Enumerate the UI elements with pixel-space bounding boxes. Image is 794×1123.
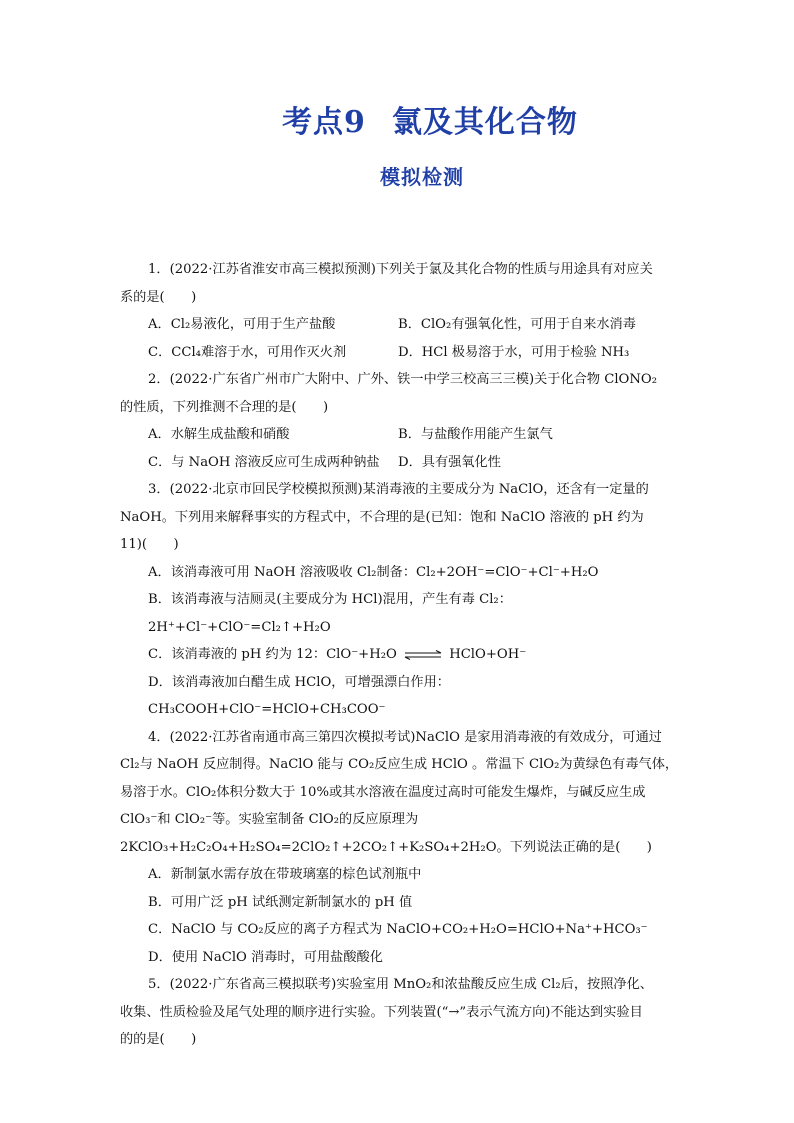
- question-stem-cont: 11)( ): [120, 537, 179, 552]
- question-1: [120, 256, 680, 366]
- option-c: C．CCl₄难溶于水，可用作灭火剂: [148, 344, 347, 360]
- question-2: [120, 366, 680, 476]
- question-stem: 3．(2022·北京市回民学校模拟预测)某消毒液的主要成分为 NaClO，还含有一定量的: [148, 482, 649, 497]
- option-c: [120, 641, 680, 669]
- question-stem-cont: 系的是( ): [120, 289, 197, 305]
- question-5: [120, 971, 680, 1054]
- option-d: D．HCl 极易溶于水，可用于检验 NH₃: [398, 344, 630, 360]
- option-c: C．NaClO 与 CO₂反应的离子方程式为 NaClO+CO₂+H₂O=HClO+Na⁺+HCO₃⁻: [148, 922, 648, 937]
- option-a: A．新制氯水需存放在带玻璃塞的棕色试剂瓶中: [148, 867, 422, 882]
- question-stem-equation: 2KClO₃+H₂C₂O₄+H₂SO₄=2ClO₂↑+2CO₂↑+K₂SO₄+2H₂O。下列说法正确的是( ): [120, 839, 652, 855]
- option-a: A．该消毒液可用 NaOH 溶液吸收 Cl₂制备：Cl₂+2OH⁻=ClO⁻+Cl⁻+H₂O: [148, 564, 599, 580]
- option-a: A．水解生成盐酸和硝酸: [148, 427, 290, 442]
- equilibrium-arrow-icon: [403, 650, 443, 660]
- option-d: D．具有强氧化性: [398, 454, 501, 470]
- question-stem-cont: 收集、性质检验及尾气处理的顺序进行实验。下列装置(“→”表示气流方向)不能达到实验目: [120, 1004, 643, 1020]
- page-subtitle: 模拟检测: [380, 165, 464, 189]
- question-stem-cont: ClO₃⁻和 ClO₂⁻等。实验室制备 ClO₂的反应原理为: [120, 812, 419, 827]
- question-stem-cont: NaOH。下列用来解释事实的方程式中，不合理的是(已知：饱和 NaClO 溶液的 pH 约为: [120, 509, 644, 525]
- page-title: [0, 97, 794, 141]
- question-stem-cont: 易溶于水。ClO₂体积分数大于 10%或其水溶液在温度过高时可能发生爆炸，与碱反应生成: [120, 784, 646, 800]
- question-stem-cont: 的的是( ): [120, 1032, 197, 1047]
- option-c-left: C．该消毒液的 pH 约为 12：ClO⁻+H₂O: [148, 647, 397, 662]
- question-stem: 5．(2022·广东省高三模拟联考)实验室用 MnO₂和浓盐酸反应生成 Cl₂后，按照净化、: [148, 977, 653, 992]
- option-b: B．该消毒液与洁厕灵(主要成分为 HCl)混用，产生有毒 Cl₂：2H⁺+Cl⁻+ClO⁻=Cl₂↑+H₂O: [148, 592, 512, 635]
- question-stem: 1．(2022·江苏省淮安市高三模拟预测)下列关于氯及其化合物的性质与用途具有对应关: [148, 262, 653, 277]
- option-d: D．该消毒液加白醋生成 HClO，可增强漂白作用：CH₃COOH+ClO⁻=HClO+CH₃COO⁻: [148, 674, 450, 717]
- question-3: [120, 476, 680, 724]
- question-stem-cont: 的性质，下列推测不合理的是( ): [120, 399, 329, 415]
- option-d: D．使用 NaClO 消毒时，可用盐酸酸化: [148, 949, 383, 965]
- option-c: C．与 NaOH 溶液反应可生成两种钠盐: [148, 454, 380, 470]
- question-stem: 2．(2022·广东省广州市广大附中、广外、铁一中学三校高三三模)关于化合物 ClONO₂: [148, 372, 658, 387]
- question-stem-cont: Cl₂与 NaOH 反应制得。NaClO 能与 CO₂反应生成 HClO 。常温下 ClO₂为黄绿色有毒气体，: [120, 757, 679, 772]
- question-stem: 4．(2022·江苏省南通市高三第四次模拟考试)NaClO 是家用消毒液的有效成分，可通过: [148, 729, 662, 745]
- question-list: [120, 256, 680, 1054]
- title-topic-number: 考点9: [282, 105, 366, 140]
- option-a: A．Cl₂易液化，可用于生产盐酸: [148, 317, 336, 332]
- question-4: [120, 724, 680, 972]
- option-b: B．ClO₂有强氧化性，可用于自来水消毒: [398, 317, 636, 332]
- option-c-right: HClO+OH⁻: [449, 647, 527, 662]
- option-b: B．可用广泛 pH 试纸测定新制氯水的 pH 值: [148, 894, 413, 910]
- option-b: B．与盐酸作用能产生氯气: [398, 427, 553, 442]
- title-topic-name: 氯及其化合物: [391, 105, 578, 140]
